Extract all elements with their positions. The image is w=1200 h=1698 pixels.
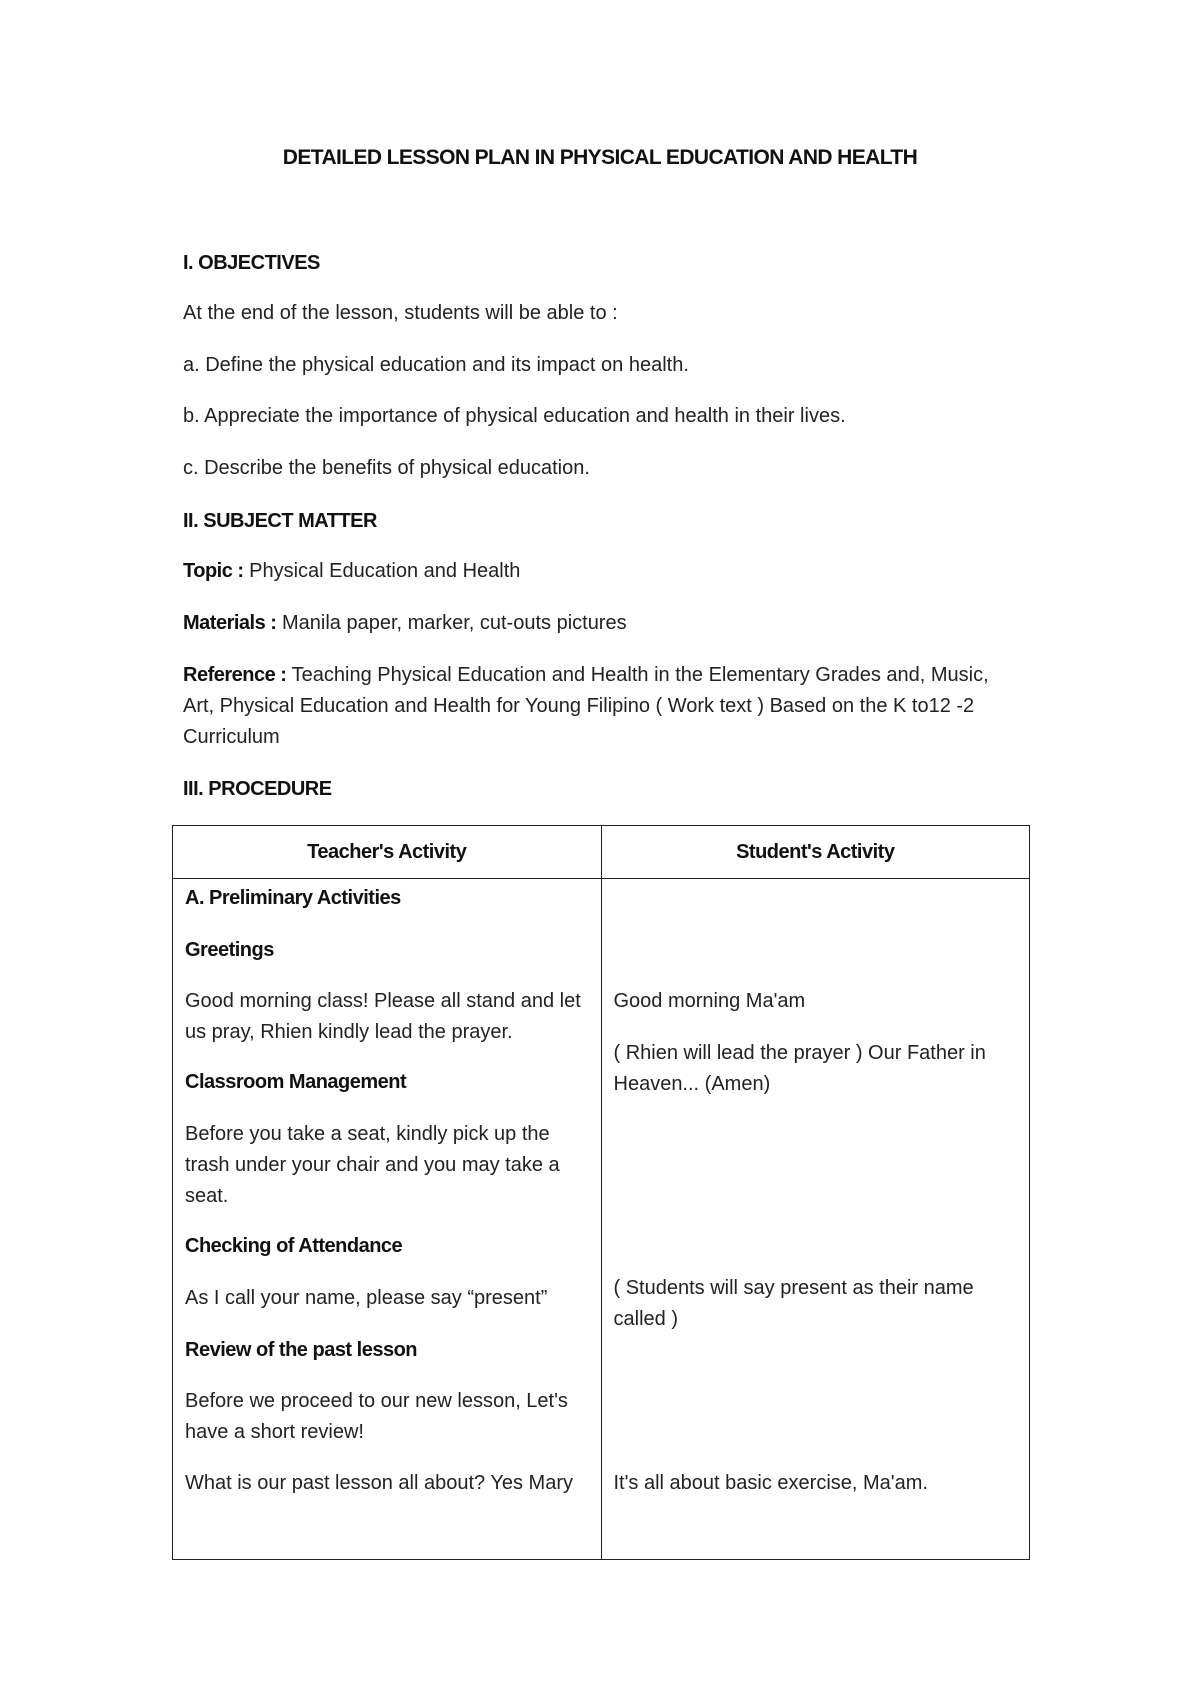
objective-item-a: a. Define the physical education and its impact on health. xyxy=(183,354,689,376)
document-title: DETAILED LESSON PLAN IN PHYSICAL EDUCATION AND HEALTH xyxy=(282,146,918,169)
materials-label: Materials : xyxy=(183,612,277,634)
reference-line xyxy=(183,660,1013,753)
objectives-intro-block xyxy=(183,298,1023,329)
attendance-heading: Checking of Attendance xyxy=(185,1235,403,1257)
objective-a-block xyxy=(183,350,1023,381)
table-row xyxy=(173,879,1030,1560)
topic-block xyxy=(183,556,1023,587)
preliminary-activities-heading: A. Preliminary Activities xyxy=(185,887,401,909)
objective-item-b: b. Appreciate the importance of physical education and health in their lives. xyxy=(183,405,846,427)
subject-matter-heading: II. SUBJECT MATTER xyxy=(183,510,377,532)
student-activity-cell xyxy=(601,879,1030,1560)
greetings-text: Good morning class! Please all stand and let us pray, Rhien kindly lead the prayer. xyxy=(185,990,581,1043)
reference-value: Teaching Physical Education and Health in the Elementary Grades and, Music, Art, Physical Education and Health for Young Filipino ( Work text ) Based on the K to12 -2 Curriculum xyxy=(183,664,989,748)
review-heading: Review of the past lesson xyxy=(185,1339,418,1361)
objectives-heading: I. OBJECTIVES xyxy=(183,252,320,274)
reference-block xyxy=(183,660,1013,753)
classroom-management-text: Before you take a seat, kindly pick up the trash under your chair and you may take a seat. xyxy=(185,1123,560,1207)
reference-label: Reference : xyxy=(183,664,287,686)
teacher-activity-cell xyxy=(173,879,602,1560)
materials-line xyxy=(183,608,1023,639)
objective-b-block xyxy=(183,401,1023,432)
student-greeting-text: Good morning Ma'am xyxy=(613,990,806,1012)
table-header-row xyxy=(173,826,1030,879)
student-answer-text: It's all about basic exercise, Ma'am. xyxy=(613,1472,928,1494)
teacher-activity-header: Teacher's Activity xyxy=(173,826,602,879)
procedure-heading: III. PROCEDURE xyxy=(183,778,332,800)
materials-block xyxy=(183,608,1023,639)
objective-item-c: c. Describe the benefits of physical education. xyxy=(183,457,590,479)
topic-line xyxy=(183,556,1023,587)
topic-value: Physical Education and Health xyxy=(243,560,521,582)
student-activity-header: Student's Activity xyxy=(601,826,1030,879)
subject-matter-section xyxy=(183,506,1023,536)
greetings-heading: Greetings xyxy=(185,939,274,961)
objectives-section xyxy=(183,248,1023,278)
objective-c-block xyxy=(183,453,1023,484)
objectives-intro: At the end of the lesson, students will be able to : xyxy=(183,302,618,324)
procedure-section xyxy=(183,774,1023,804)
student-prayer-text: ( Rhien will lead the prayer ) Our Father in Heaven... (Amen) xyxy=(613,1042,986,1095)
procedure-table xyxy=(172,825,1030,1560)
attendance-text: As I call your name, please say “present” xyxy=(185,1287,548,1309)
materials-value: Manila paper, marker, cut-outs pictures xyxy=(276,612,627,634)
review-question-text: What is our past lesson all about? Yes Mary xyxy=(185,1472,573,1494)
review-text: Before we proceed to our new lesson, Let's have a short review! xyxy=(185,1390,568,1443)
student-attendance-text: ( Students will say present as their name called ) xyxy=(613,1277,974,1330)
topic-label: Topic : xyxy=(183,560,244,582)
classroom-management-heading: Classroom Management xyxy=(185,1071,407,1093)
